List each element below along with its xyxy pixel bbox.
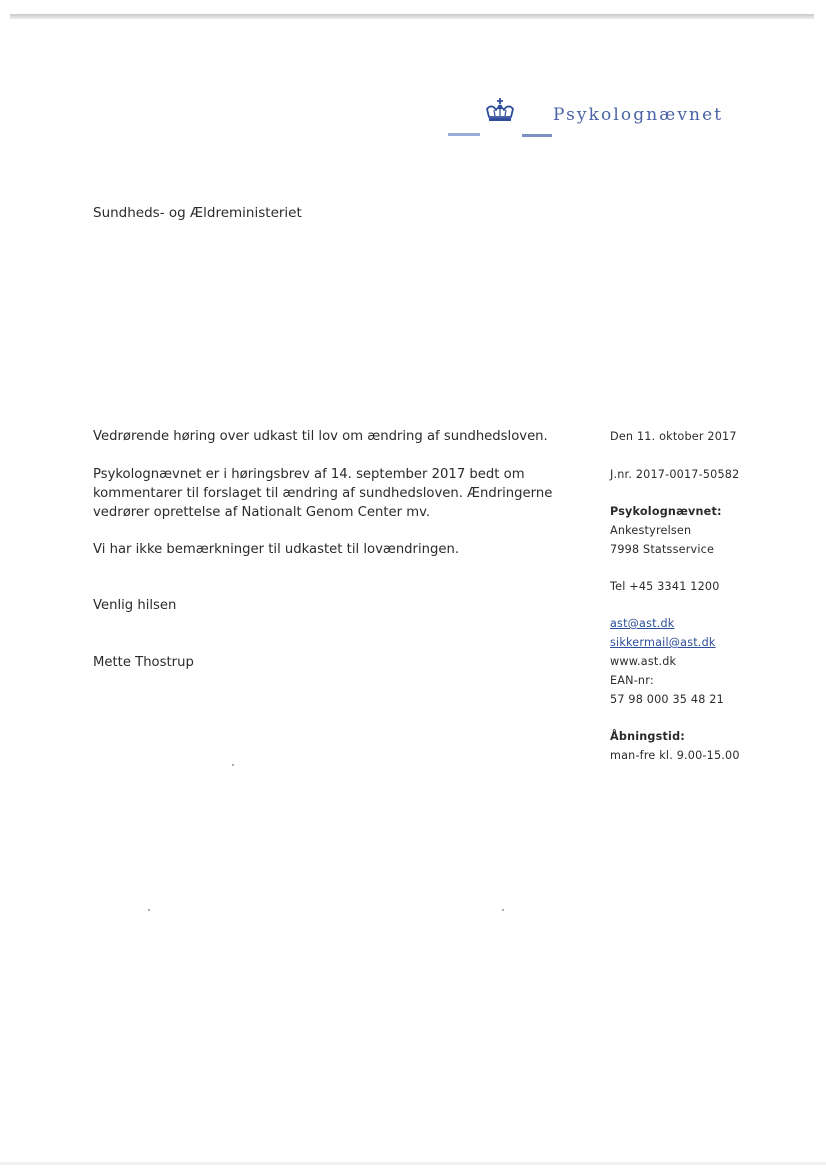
logo-wordmark: Psykolognævnet bbox=[553, 105, 724, 125]
website: www.ast.dk bbox=[610, 655, 677, 668]
org-name: Ankestyrelsen bbox=[610, 524, 692, 537]
logo-underline-left bbox=[448, 133, 480, 136]
scan-speck bbox=[148, 909, 150, 911]
ean-value: 57 98 000 35 48 21 bbox=[610, 693, 724, 706]
paragraph-1-line-1: Psykolognævnet er i høringsbrev af 14. september 2017 bedt om bbox=[93, 467, 525, 482]
opening-hours-value: man-fre kl. 9.00-15.00 bbox=[610, 749, 740, 762]
postal-address: 7998 Statsservice bbox=[610, 543, 715, 556]
letter-date: Den 11. oktober 2017 bbox=[610, 430, 737, 443]
phone-number: Tel +45 3341 1200 bbox=[610, 580, 720, 593]
ean-label: EAN-nr: bbox=[610, 674, 654, 687]
closing: Venlig hilsen bbox=[93, 598, 177, 613]
journal-number: J.nr. 2017-0017-50582 bbox=[610, 468, 740, 481]
email-link[interactable]: ast@ast.dk bbox=[610, 617, 675, 630]
logo-underline-right bbox=[522, 134, 552, 137]
paragraph-2: Vi har ikke bemærkninger til udkastet til lovændringen. bbox=[93, 542, 460, 557]
opening-hours-label: Åbningstid: bbox=[610, 730, 685, 743]
crown-icon bbox=[484, 97, 516, 123]
recipient: Sundheds- og Ældreministeriet bbox=[93, 205, 302, 221]
scan-edge-bottom bbox=[0, 1162, 826, 1165]
paragraph-1-line-2: kommentarer til forslaget til ændring af sundhedsloven. Ændringerne bbox=[93, 486, 553, 501]
scan-speck bbox=[232, 764, 234, 766]
paragraph-1-line-3: vedrører oprettelse af Nationalt Genom Center mv. bbox=[93, 505, 431, 520]
subject-line: Vedrørende høring over udkast til lov om ændring af sundhedsloven. bbox=[93, 429, 548, 444]
scan-edge-top bbox=[10, 14, 814, 19]
secure-email-link[interactable]: sikkermail@ast.dk bbox=[610, 636, 716, 649]
org-label: Psykolognævnet: bbox=[610, 505, 722, 518]
signature: Mette Thostrup bbox=[93, 655, 194, 670]
scan-speck bbox=[502, 909, 504, 911]
